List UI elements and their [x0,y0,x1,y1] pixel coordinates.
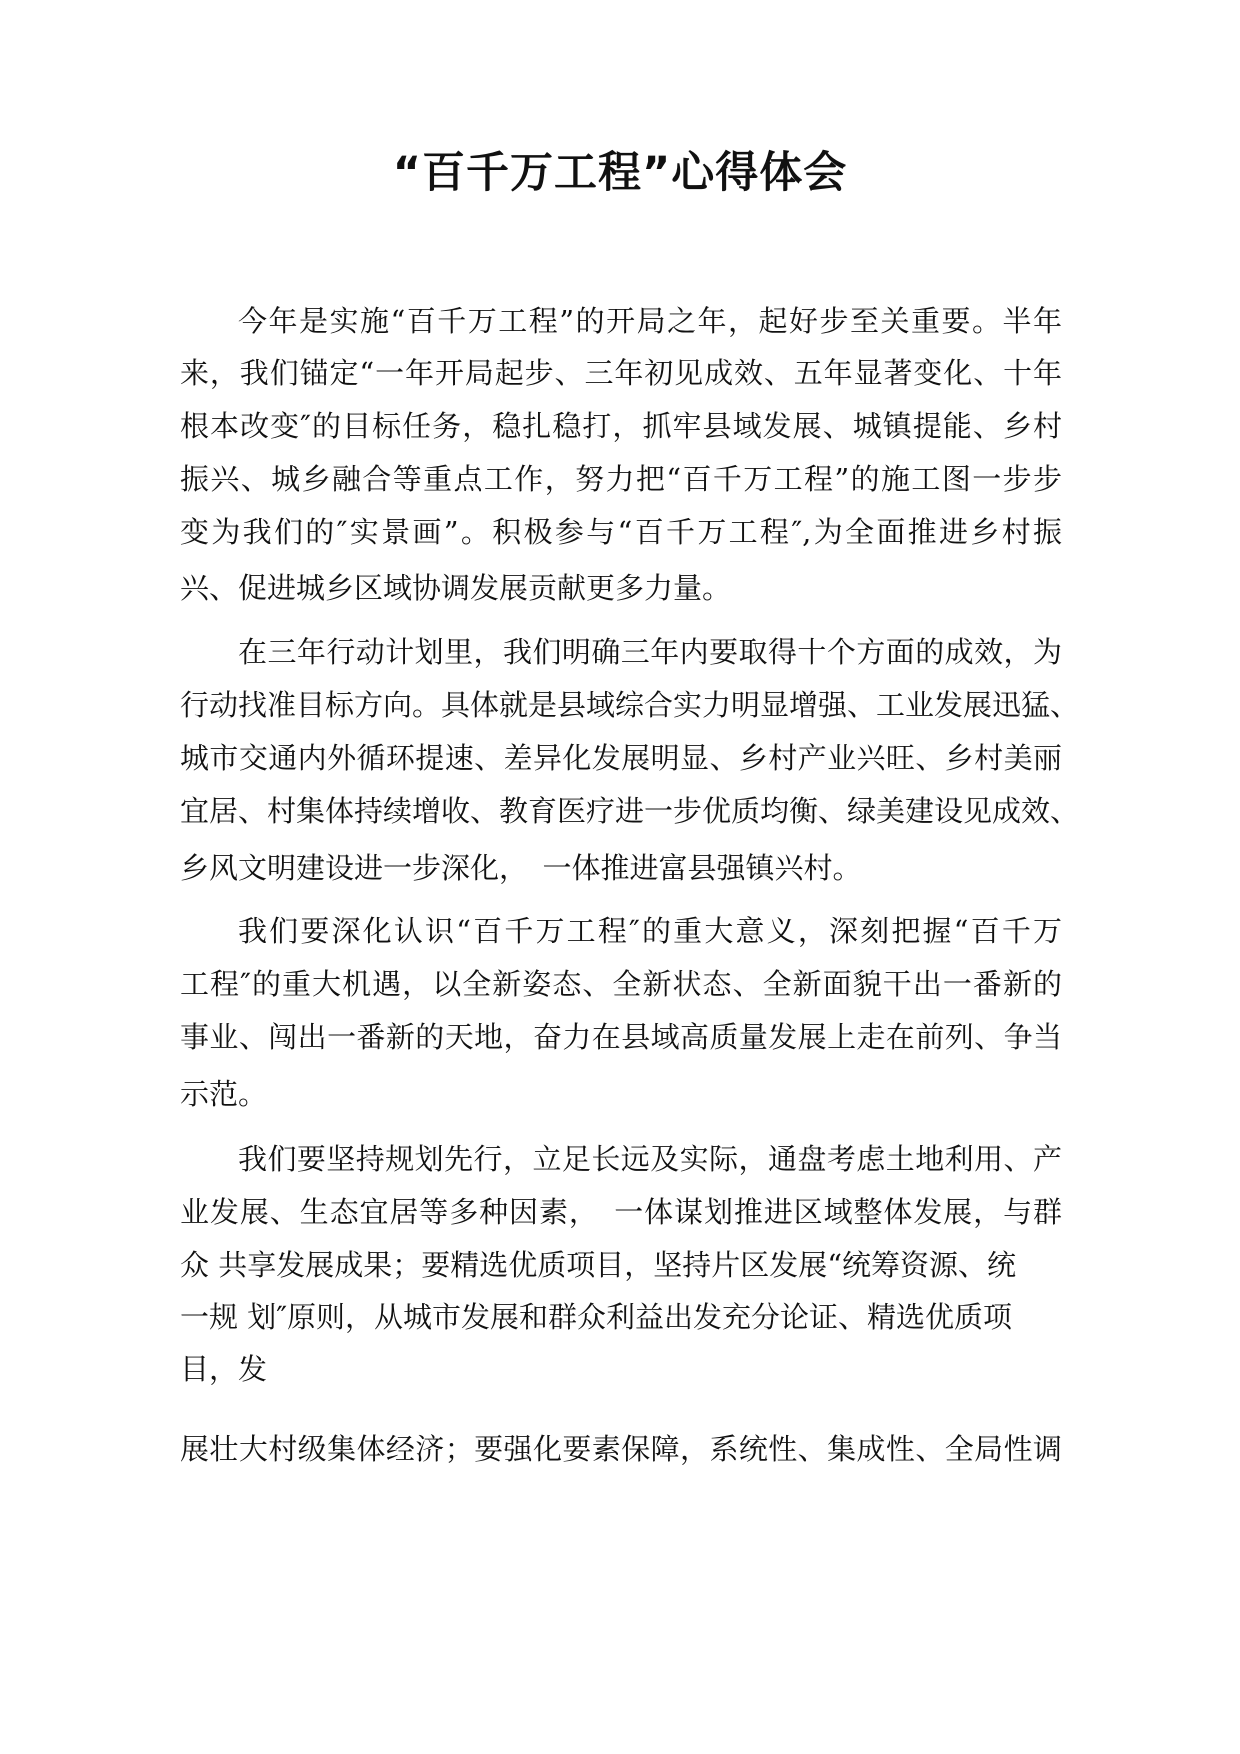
paragraph-line: 展壮大村级集体经济；要强化要素保障，系统性、集成性、全局性调 [180,1432,1062,1466]
paragraph-line: 一规 划″原则，从城市发展和群众利益出发充分论证、精选优质项 [180,1300,1013,1334]
paragraph-line: 兴、促进城乡区域协调发展贡献更多力量。 [180,571,732,605]
paragraph-line: 宜居、村集体持续增收、教育医疗进一步优质均衡、绿美建设见成效、 [180,794,1080,828]
paragraph-line: 目，发 [180,1352,268,1386]
paragraph-line: 来，我们锚定“一年开局起步、三年初见成效、五年显著变化、十年 [180,356,1062,390]
paragraph-line: 振兴、城乡融合等重点工作，努力把“百千万工程”的施工图一步步 [180,462,1062,496]
paragraph-line: 城市交通内外循环提速、差异化发展明显、乡村产业兴旺、乡村美丽 [180,741,1062,775]
paragraph-line: 根本改变″的目标任务，稳扎稳打，抓牢县域发展、城镇提能、乡村 [180,409,1062,443]
paragraph-line: 在三年行动计划里，我们明确三年内要取得十个方面的成效，为 [238,635,1062,669]
paragraph-line: 乡风文明建设进一步深化， 一体推进富县强镇兴村。 [180,851,862,885]
paragraph-line: 业发展、生态宜居等多种因素， 一体谋划推进区域整体发展，与群 [180,1195,1062,1229]
paragraph-line: 工程″的重大机遇，以全新姿态、全新状态、全新面貌干出一番新的 [180,967,1062,1001]
paragraph-line: 今年是实施“百千万工程”的开局之年，起好步至关重要。半年 [238,304,1062,338]
paragraph-line: 众 共享发展成果；要精选优质项目，坚持片区发展“统筹资源、统 [180,1248,1017,1282]
paragraph-line: 示范。 [180,1077,268,1111]
paragraph-line: 变为我们的″实景画”。积极参与“百千万工程″,为全面推进乡村振 [180,515,1062,549]
paragraph-line: 事业、闯出一番新的天地，奋力在县域高质量发展上走在前列、争当 [180,1020,1062,1054]
paragraph-line: 我们要深化认识“百千万工程″的重大意义，深刻把握“百千万 [238,914,1062,948]
paragraph-line: 我们要坚持规划先行，立足长远及实际，通盘考虑土地利用、产 [238,1142,1062,1176]
paragraph-line: 行动找准目标方向。具体就是县域综合实力明显增强、工业发展迅猛、 [180,688,1080,722]
document-title: “百千万工程”心得体会 [392,148,848,198]
